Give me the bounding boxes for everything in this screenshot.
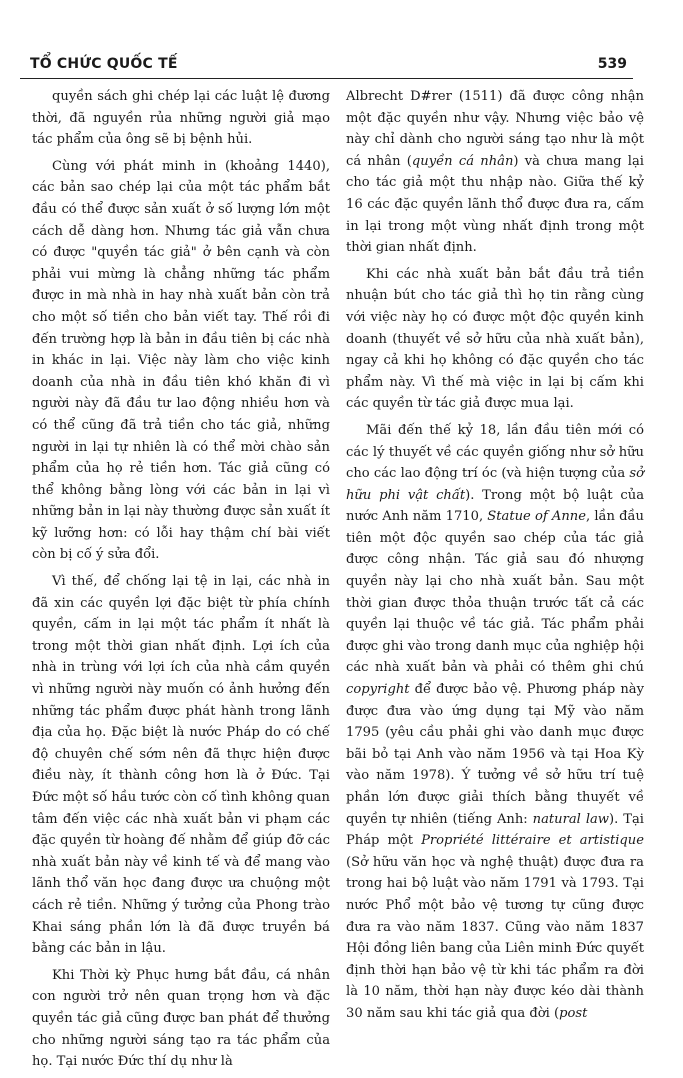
paragraph: [346, 264, 644, 415]
running-title: TỔ CHỨC QUỐC TẾ: [30, 56, 178, 72]
text-run: , lần đầu tiên một độc quyền sao chép của tác giả được công nhận. Tác giả sau đó nhượng quyền này lại cho nhà xuất bản. Sau một thời gian được thỏa thuận trước tất cả các quyền lại thuộc về tác giả. Tác phẩm phải được ghi vào trong danh mục của nghiệp hội các nhà xuất bản và phải có thêm ghi chú: [346, 509, 644, 676]
paragraph: [32, 86, 330, 151]
text-run: ). Trong một bộ luật của nước Anh năm 1710,: [346, 487, 645, 525]
italic-text: Statue of Anne: [487, 509, 586, 525]
text-run: Cùng với phát minh in (khoảng 1440), các bản sao chép lại của một tác phẩm bắt đầu có thể được sản xuất ở số lượng lớn một cách dễ dàng hơn. Nhưng tác giả vẫn chưa có được "quyền tác giả" ở bên cạnh và còn phải vui mừng là chẳng những tác phẩm được in mà nhà in hay nhà xuất bản còn trả cho một số tiền cho bản viết tay. Thế rồi đi đến trường hợp là bản in đầu tiên bị các nhà in khác in lại. Việc này làm cho việc kinh doanh của nhà in đầu tiên khó khăn đi vì người này đã đầu tư lao động nhiều hơn và có thể cũng đã trả tiền cho tác giả, những người in lại tự nhiên là có thể mời chào sản phẩm của họ rẻ tiền hơn. Tác giả cũng có thể không bằng lòng với các bản in lại vì những bản in lại này thường được sản xuất ít kỹ lưỡng hơn: có lỗi hay thậm chí bài viết còn bị cố ý sửa đổi.: [32, 158, 330, 563]
text-run: quyền sách ghi chép lại các luật lệ đương thời, đã nguyền rủa những người giả mạo tác phẩm của ông sẽ bị bệnh hủi.: [32, 89, 330, 148]
text-run: Vì thế, để chống lại tệ in lại, các nhà in đã xin các quyền lợi đặc biệt từ phía chính quyền, cấm in lại một tác phẩm ít nhất là trong một thời gian nhất định. Lợi ích của nhà in trùng với lợi ích của nhà cầm quyền vì những người này muốn có ảnh hưởng đến những tác phẩm được phát hành trong lãnh địa của họ. Đặc biệt là nước Pháp do có chế độ chuyên chế sớm nên đã thực hiện được điều này, ít thành công hơn là ở Đức. Tại Đức một số hầu tước còn cố tình không quan tâm đến việc các nhà xuất bản vi phạm các đặc quyền từ hoàng đế nhằm để giúp đỡ các nhà xuất bản này về kinh tế và để mang vào lãnh thổ văn học đang được ưa chuộng một cách rẻ tiền. Những ý tưởng của Phong trào Khai sáng phần lớn là đã được truyền bá bằng các bản in lậu.: [32, 574, 330, 957]
page-number: 539: [597, 56, 627, 72]
text-run: ). Tại Pháp một: [346, 811, 644, 849]
text-run: (Sở hữu văn học và nghệ thuật) được đưa ra trong hai bộ luật vào năm 1791 và 1793. Tại nước Phổ một bảo vệ tương tự cũng được đưa ra vào năm 1837. Cũng vào năm 1837 Hội đồng liên bang của Liên minh Đức quyết định thời hạn bảo vệ từ khi tác phẩm ra đời là 10 năm, thời hạn này được kéo dài thành 30 năm sau khi tác giả qua đời (: [346, 854, 644, 1021]
text-run: Khi Thời kỳ Phục hưng bắt đầu, cá nhân con người trở nên quan trọng hơn và đặc quyền tác giả cũng được ban phát để thưởng cho những người sáng tạo ra tác phẩm của họ. Tại nước Đức thí dụ như là: [32, 967, 330, 1070]
italic-text: copyright: [346, 682, 410, 698]
italic-text: sở hữu phi vật chất: [346, 466, 644, 503]
italic-text: natural law: [532, 811, 610, 827]
running-header: [20, 50, 663, 78]
italic-text: quyền cá nhân: [411, 153, 514, 169]
text-run: Albrecht D#rer (1511) đã được công nhận một đặc quyền như vậy. Nhưng việc bảo vệ này chỉ dành cho người sáng tạo như là một cá nhân (: [346, 89, 644, 169]
italic-text: post: [559, 1005, 588, 1021]
paragraph: [32, 571, 330, 960]
text-run: để được bảo vệ. Phương pháp này được đưa vào ứng dụng tại Mỹ vào năm 1795 (yêu cầu phải ghi vào danh mục được bãi bỏ tại Anh vào năm 1956 và tại Hoa Kỳ vào năm 1978). Ý tưởng về sở hữu trí tuệ phần lớn được giải thích bằng thuyết về quyền tự nhiên (tiếng Anh:: [346, 682, 644, 827]
paragraph: [32, 965, 330, 1073]
header-rule: [20, 78, 633, 79]
text-run: Mãi đến thế kỷ 18, lần đầu tiên mới có các lý thuyết về các quyền giống như sở hữu cho các lao động trí óc (và hiện tượng của: [346, 422, 644, 482]
left-column: [32, 86, 330, 1078]
paragraph: [346, 86, 644, 259]
text-run: ) và chưa mang lại cho tác giả một thu nhập nào. Giữa thế kỷ 16 các đặc quyền lãnh thổ được đưa ra, cấm in lại trong một vùng nhất định trong một thời gian nhất định.: [346, 153, 644, 256]
paragraph: [346, 420, 644, 1025]
italic-text: Propriété littéraire et artistique: [421, 833, 644, 849]
text-run: Khi các nhà xuất bản bắt đầu trả tiền nhuận bút cho tác giả thì họ tin rằng cùng với việc này họ có được một độc quyền kinh doanh (thuyết về sở hữu của nhà xuất bản), ngay cả khi họ không có đặc quyền cho tác phẩm này. Vì thế mà việc in lại bị cấm khi các quyền từ tác giả được mua lại.: [346, 266, 644, 412]
right-column: [346, 86, 644, 1030]
paragraph: [32, 156, 330, 566]
